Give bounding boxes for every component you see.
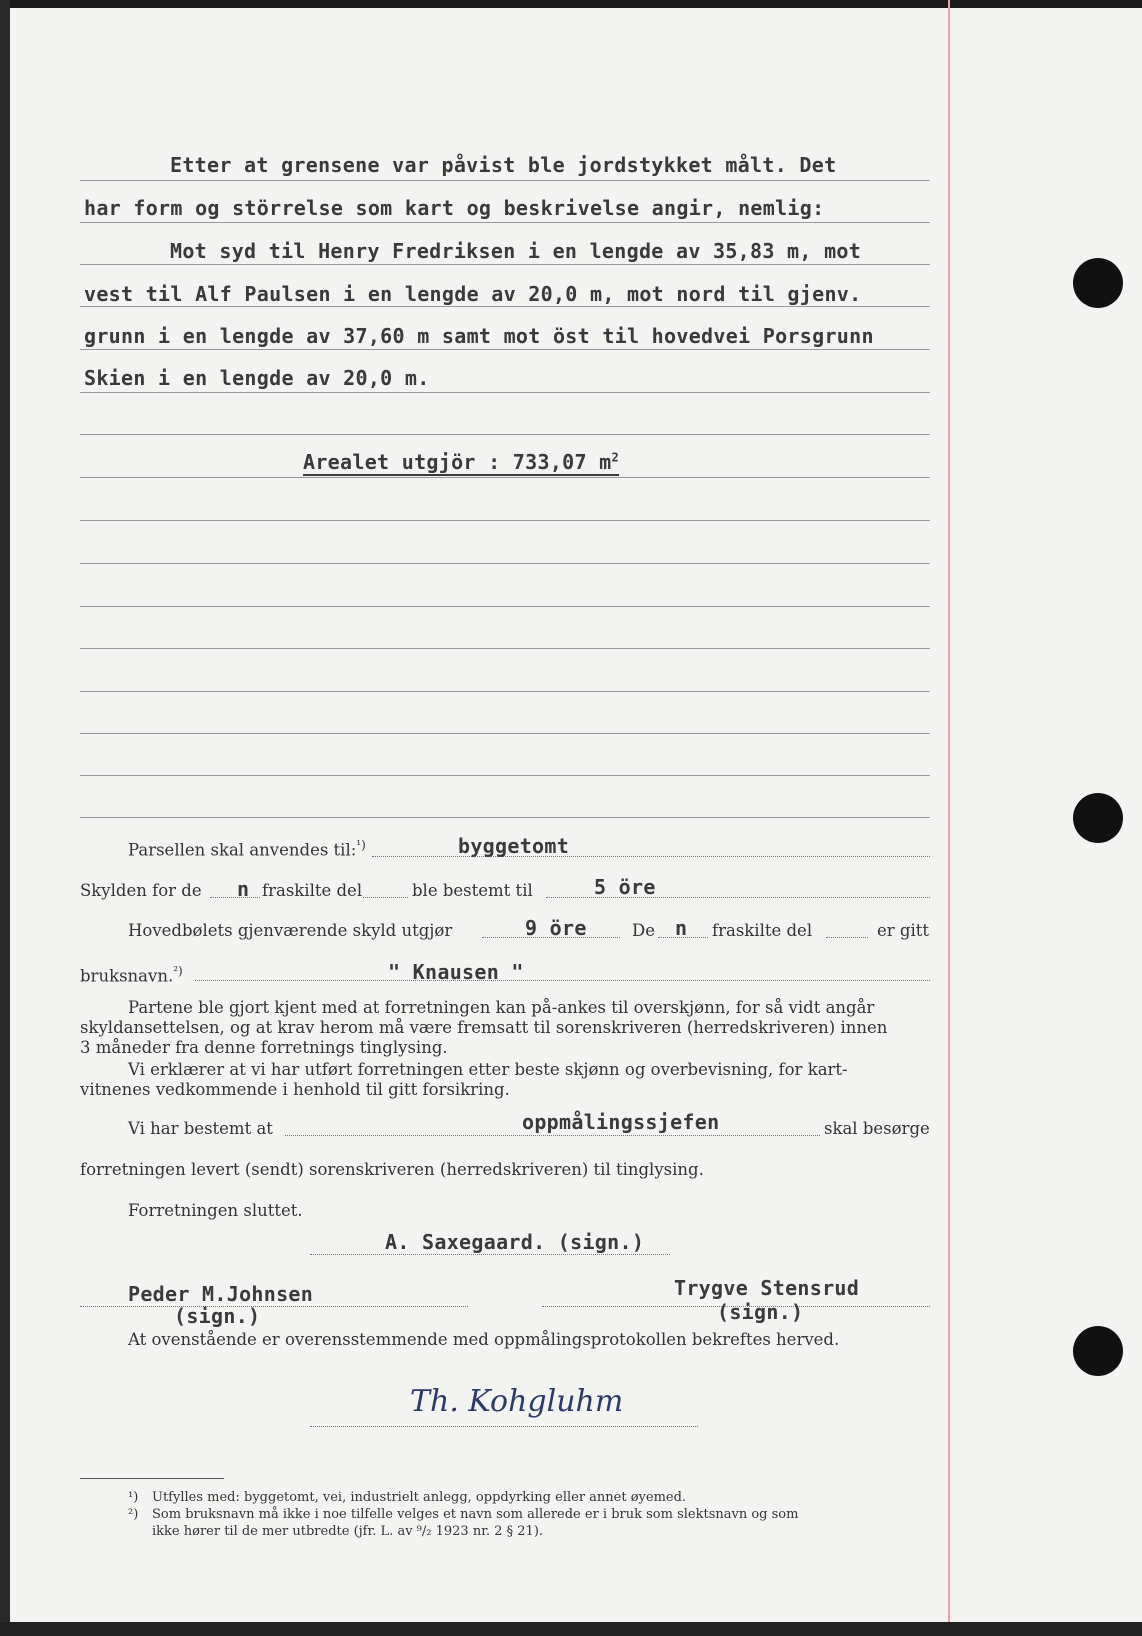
skyld-n-fill-line	[210, 897, 260, 898]
bestemt-label: Vi har bestemt at	[128, 1119, 273, 1138]
use-value: byggetomt	[458, 834, 570, 858]
typed-line-4: vest til Alf Paulsen i en lengde av 20,0 m, mot nord til gjenv.	[84, 282, 862, 306]
de-label-3: er gitt	[877, 921, 929, 940]
bruk-label-text: bruksnavn.	[80, 966, 174, 986]
de-label-2: fraskilte del	[712, 921, 813, 940]
footnote-1-text: Utfylles med: byggetomt, vei, industrielt anlegg, oppdyrking eller annet øyemed.	[152, 1490, 687, 1505]
bruk-fill-line	[195, 980, 930, 981]
closing-text: Forretningen sluttet.	[128, 1201, 303, 1220]
ruled-line	[80, 733, 930, 734]
ruled-line	[80, 392, 930, 393]
typed-line-2: har form og störrelse som kart og beskrivelse angir, nemlig:	[84, 196, 825, 220]
footnote-2-mark: ²)	[128, 1507, 139, 1522]
bestemt-value: oppmålingssjefen	[522, 1110, 720, 1134]
ruled-line	[80, 563, 930, 564]
typed-line-1: Etter at grensene var påvist ble jordstykket målt. Det	[170, 153, 837, 177]
footnote-1-mark: ¹)	[128, 1490, 139, 1505]
footnote-2-text: Som bruksnavn må ikke i noe tilfelle velges et navn som allerede er i bruk som slektsnavn og som	[152, 1507, 799, 1522]
ruled-line	[80, 520, 930, 521]
area-superscript: 2	[611, 450, 620, 465]
punch-hole-bottom	[1073, 1326, 1123, 1376]
main-signature-line	[310, 1254, 670, 1255]
footnote-rule	[80, 1478, 224, 1479]
use-label	[128, 838, 366, 860]
paragraph1-line-2: skyldansettelsen, og at krav herom må være fremsatt til sorenskriveren (herredskriveren) innen	[80, 1018, 888, 1037]
ruled-line	[80, 434, 930, 435]
de-n: n	[675, 916, 688, 940]
area-text: Arealet utgjör : 733,07 m	[303, 450, 612, 474]
ruled-line	[80, 648, 930, 649]
skyld-label-2: fraskilte del	[262, 881, 363, 900]
right-signature-name: Trygve Stensrud	[674, 1276, 860, 1300]
handwritten-signature-line	[310, 1426, 698, 1427]
scan-border-bottom	[0, 1622, 1142, 1636]
punch-hole-top	[1073, 258, 1123, 308]
skyld-value: 5 öre	[594, 875, 656, 899]
bruk-value: " Knausen "	[388, 960, 524, 984]
bestemt-line-2: forretningen levert (sendt) sorenskriveren (herredskriveren) til tinglysing.	[80, 1160, 704, 1179]
bruk-label	[80, 964, 183, 986]
paragraph2-line-1: Vi erklærer at vi har utført forretningen etter beste skjønn og overbevisning, for kart-	[128, 1060, 848, 1079]
bruk-footnote-mark: ²)	[173, 964, 183, 978]
attest-text: At ovenstående er overensstemmende med oppmålingsprotokollen bekreftes herved.	[128, 1330, 840, 1349]
use-footnote-mark: ¹)	[356, 838, 366, 852]
ruled-line	[80, 180, 930, 181]
left-signature-sign: (sign.)	[174, 1304, 261, 1328]
bestemt-after: skal besørge	[824, 1119, 930, 1138]
ruled-line	[80, 349, 930, 350]
skyld-del-fill-line	[363, 897, 408, 898]
paragraph2-line-2: vitnenes vedkommende i henhold til gitt forsikring.	[80, 1080, 510, 1099]
punch-hole-middle	[1073, 793, 1123, 843]
skyld-label-3: ble bestemt til	[412, 881, 533, 900]
ruled-line	[80, 691, 930, 692]
ruled-line	[80, 775, 930, 776]
scan-border-top	[0, 0, 1142, 8]
typed-line-6: Skien i en lengde av 20,0 m.	[84, 366, 430, 390]
ruled-line	[80, 477, 930, 478]
hoved-label: Hovedbølets gjenværende skyld utgjør	[128, 921, 453, 940]
use-label-text: Parsellen skal anvendes til:	[128, 840, 357, 860]
scan-border-left	[0, 0, 10, 1636]
skyld-n: n	[237, 877, 250, 901]
handwritten-signature: Th. Kohgluhm	[410, 1384, 624, 1419]
ruled-line	[80, 222, 930, 223]
right-signature-sign: (sign.)	[717, 1300, 804, 1324]
footnote-2-text-continued: ikke hører til de mer utbredte (jfr. L. av ⁹/₂ 1923 nr. 2 § 21).	[152, 1524, 544, 1539]
ruled-line	[80, 264, 930, 265]
paragraph1-line-3: 3 måneder fra denne forretnings tinglysing.	[80, 1038, 448, 1057]
use-fill-line	[372, 856, 930, 857]
typed-line-5: grunn i en lengde av 37,60 m samt mot öst til hovedvei Porsgrunn	[84, 324, 874, 348]
de-del-fill-line	[826, 937, 868, 938]
ruled-line	[80, 606, 930, 607]
de-label: De	[632, 921, 655, 940]
paragraph1-line-1: Partene ble gjort kjent med at forretningen kan på-ankes til overskjønn, for så vidt angår	[128, 998, 875, 1017]
red-margin-line	[948, 0, 950, 1622]
main-signature: A. Saxegaard. (sign.)	[385, 1230, 645, 1254]
bestemt-fill-line	[285, 1135, 820, 1136]
area-statement	[303, 450, 619, 476]
left-signature-name: Peder M.Johnsen	[128, 1282, 314, 1306]
left-signature-line	[80, 1306, 468, 1307]
hoved-value: 9 öre	[525, 916, 587, 940]
skyld-label: Skylden for de	[80, 881, 202, 900]
ruled-line	[80, 306, 930, 307]
typed-line-3: Mot syd til Henry Fredriksen i en lengde av 35,83 m, mot	[170, 239, 862, 263]
ruled-line	[80, 817, 930, 818]
